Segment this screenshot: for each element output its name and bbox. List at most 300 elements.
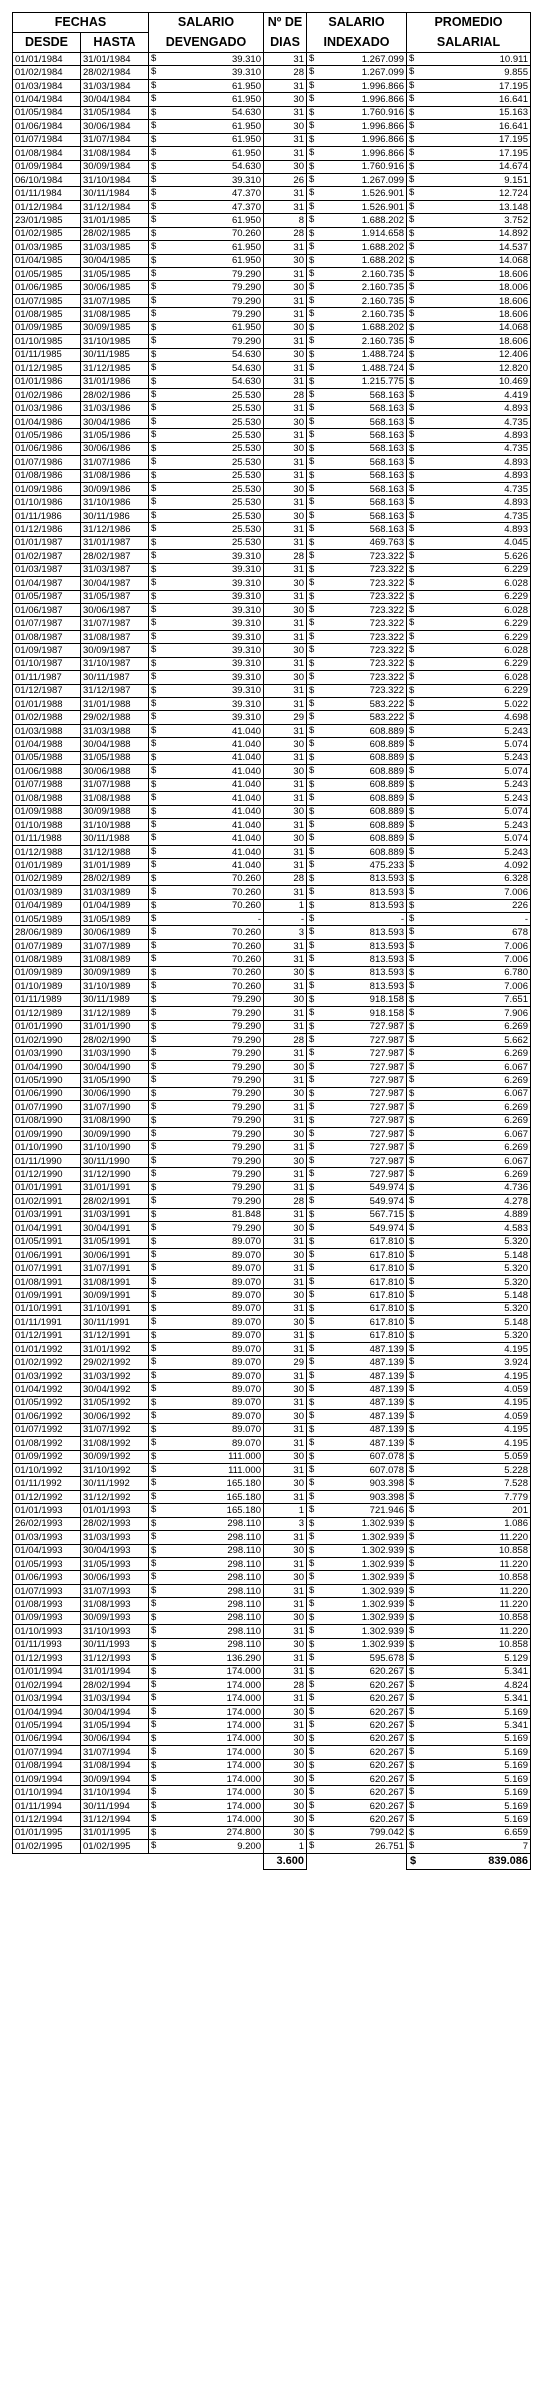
cell-promedio-salarial <box>407 415 531 428</box>
currency-symbol: $ <box>309 1087 315 1099</box>
cell-dias: 29 <box>264 711 307 724</box>
cell-promedio-salarial <box>407 1087 531 1100</box>
cell-promedio-salarial-value: 5.626 <box>504 550 528 562</box>
currency-symbol: $ <box>151 603 157 615</box>
cell-salario-devengado <box>149 1114 264 1127</box>
cell-promedio-salarial <box>407 1773 531 1786</box>
cell-salario-indexado <box>307 1275 407 1288</box>
cell-salario-indexado <box>307 550 407 563</box>
cell-salario-devengado <box>149 751 264 764</box>
cell-promedio-salarial-value: 5.320 <box>504 1330 528 1342</box>
cell-dias: 31 <box>264 1463 307 1476</box>
cell-dias: 30 <box>264 966 307 979</box>
cell-hasta: 31/10/1987 <box>81 657 149 670</box>
cell-salario-indexado-value: 469.763 <box>369 537 404 549</box>
currency-symbol: $ <box>151 939 157 951</box>
currency-symbol: $ <box>309 1410 315 1422</box>
cell-salario-devengado-value: 41.040 <box>231 725 261 737</box>
currency-symbol: $ <box>309 966 315 978</box>
cell-hasta: 31/03/1994 <box>81 1692 149 1705</box>
currency-symbol: $ <box>409 268 415 279</box>
cell-salario-devengado-value: 165.180 <box>226 1478 261 1490</box>
cell-salario-devengado-value: 89.070 <box>231 1410 261 1422</box>
cell-desde: 01/09/1985 <box>13 321 81 334</box>
currency-symbol: $ <box>151 1813 157 1825</box>
currency-symbol: $ <box>151 872 157 884</box>
cell-salario-indexado-value: 813.593 <box>369 980 404 992</box>
cell-desde: 01/01/1988 <box>13 698 81 711</box>
cell-salario-indexado-value: 620.267 <box>369 1787 404 1799</box>
cell-promedio-salarial-value: 10.469 <box>498 376 528 388</box>
cell-salario-devengado-value: 39.310 <box>231 712 261 724</box>
cell-salario-indexado-value: 1.302.939 <box>361 1612 404 1624</box>
cell-promedio-salarial <box>407 173 531 186</box>
cell-hasta: 30/04/1986 <box>81 415 149 428</box>
cell-dias: 31 <box>264 751 307 764</box>
cell-hasta: 31/03/1986 <box>81 402 149 415</box>
cell-salario-devengado-value: 111.000 <box>228 1464 261 1476</box>
currency-symbol: $ <box>309 79 315 91</box>
cell-dias: 28 <box>264 388 307 401</box>
cell-salario-devengado-value: 39.310 <box>231 618 261 630</box>
currency-symbol: $ <box>409 1759 415 1771</box>
currency-symbol: $ <box>151 1463 157 1475</box>
cell-salario-devengado <box>149 993 264 1006</box>
cell-salario-indexado <box>307 993 407 1006</box>
currency-symbol: $ <box>409 698 415 709</box>
cell-promedio-salarial <box>407 402 531 415</box>
cell-dias: 31 <box>264 335 307 348</box>
cell-promedio-salarial-value: 4.893 <box>504 429 528 441</box>
cell-promedio-salarial-value: 6.229 <box>504 685 528 697</box>
cell-desde: 01/06/1987 <box>13 603 81 616</box>
cell-dias: 31 <box>264 1168 307 1181</box>
cell-desde: 01/10/1994 <box>13 1786 81 1799</box>
cell-salario-indexado <box>307 173 407 186</box>
currency-symbol: $ <box>409 1275 415 1287</box>
cell-salario-devengado <box>149 1450 264 1463</box>
cell-dias: 1 <box>264 899 307 912</box>
cell-hasta: 31/12/1991 <box>81 1329 149 1342</box>
cell-dias: 30 <box>264 1705 307 1718</box>
currency-symbol: $ <box>309 1517 315 1529</box>
table-row <box>13 241 531 254</box>
currency-symbol: $ <box>309 1584 315 1596</box>
cell-salario-indexado <box>307 980 407 993</box>
cell-promedio-salarial <box>407 66 531 79</box>
cell-salario-indexado <box>307 1450 407 1463</box>
cell-salario-indexado <box>307 1033 407 1046</box>
cell-promedio-salarial-value: 14.537 <box>498 241 528 253</box>
cell-hasta: 31/10/1991 <box>81 1302 149 1315</box>
currency-symbol: $ <box>409 160 415 172</box>
currency-symbol: $ <box>409 1020 415 1032</box>
table-row <box>13 187 531 200</box>
cell-promedio-salarial <box>407 1450 531 1463</box>
currency-symbol: $ <box>409 711 415 723</box>
cell-desde: 01/04/1992 <box>13 1383 81 1396</box>
cell-salario-indexado <box>307 792 407 805</box>
cell-hasta: 31/08/1992 <box>81 1437 149 1450</box>
cell-desde: 01/03/1985 <box>13 241 81 254</box>
currency-symbol: $ <box>151 200 157 212</box>
cell-salario-devengado-value: 79.290 <box>231 1088 261 1100</box>
cell-dias: 30 <box>264 1746 307 1759</box>
cell-desde: 01/12/1991 <box>13 1329 81 1342</box>
cell-salario-devengado-value: 39.310 <box>231 644 261 656</box>
cell-salario-indexado <box>307 765 407 778</box>
cell-hasta: 30/06/1984 <box>81 120 149 133</box>
cell-salario-indexado <box>307 1154 407 1167</box>
cell-salario-devengado <box>149 1235 264 1248</box>
cell-promedio-salarial <box>407 1262 531 1275</box>
currency-symbol: $ <box>409 1611 415 1623</box>
cell-salario-indexado-value: 583.222 <box>369 698 404 710</box>
cell-salario-devengado-value: 79.290 <box>231 994 261 1006</box>
cell-hasta: 28/02/1985 <box>81 227 149 240</box>
cell-salario-devengado <box>149 1060 264 1073</box>
cell-desde: 01/02/1994 <box>13 1678 81 1691</box>
table-row <box>13 93 531 106</box>
cell-salario-indexado <box>307 1665 407 1678</box>
cell-hasta: 31/07/1990 <box>81 1101 149 1114</box>
cell-hasta: 31/03/1993 <box>81 1531 149 1544</box>
cell-dias: 31 <box>264 1719 307 1732</box>
currency-symbol: $ <box>151 335 157 347</box>
cell-salario-indexado <box>307 1558 407 1571</box>
table-row <box>13 402 531 415</box>
cell-promedio-salarial-value: 6.028 <box>504 671 528 683</box>
cell-salario-devengado-value: 39.310 <box>231 604 261 616</box>
currency-symbol: $ <box>309 1786 315 1798</box>
currency-symbol: $ <box>309 926 315 938</box>
currency-symbol: $ <box>151 563 157 575</box>
currency-symbol: $ <box>309 1558 315 1569</box>
cell-salario-indexado <box>307 523 407 536</box>
cell-salario-devengado <box>149 778 264 791</box>
table-row <box>13 1732 531 1745</box>
currency-symbol: $ <box>409 630 415 642</box>
currency-symbol: $ <box>409 1396 415 1408</box>
cell-promedio-salarial <box>407 321 531 334</box>
table-footer <box>13 1853 531 1869</box>
currency-symbol: $ <box>151 913 157 924</box>
cell-promedio-salarial <box>407 1343 531 1356</box>
currency-symbol: $ <box>151 227 157 239</box>
cell-salario-devengado <box>149 1625 264 1638</box>
cell-salario-indexado-value: 608.889 <box>369 806 404 818</box>
cell-dias: 31 <box>264 294 307 307</box>
currency-symbol: $ <box>409 590 415 602</box>
cell-salario-devengado <box>149 1356 264 1369</box>
currency-symbol: $ <box>409 832 415 844</box>
cell-hasta: 31/03/1987 <box>81 563 149 576</box>
currency-symbol: $ <box>151 1047 157 1059</box>
currency-symbol: $ <box>309 429 315 441</box>
currency-symbol: $ <box>309 1356 315 1368</box>
currency-symbol: $ <box>151 805 157 817</box>
cell-promedio-salarial-value: 5.059 <box>504 1451 528 1463</box>
cell-salario-indexado <box>307 402 407 415</box>
cell-salario-indexado-value: 1.760.916 <box>361 107 404 119</box>
cell-promedio-salarial <box>407 254 531 267</box>
cell-promedio-salarial-value: 5.074 <box>504 806 528 818</box>
currency-symbol: $ <box>309 1141 315 1153</box>
cell-salario-indexado-value: 620.267 <box>369 1773 404 1785</box>
cell-salario-indexado <box>307 1625 407 1638</box>
cell-hasta: 31/07/1994 <box>81 1746 149 1759</box>
currency-symbol: $ <box>151 1060 157 1072</box>
cell-salario-indexado-value: 1.996.866 <box>361 134 404 146</box>
cell-salario-indexado-value: 620.267 <box>369 1719 404 1731</box>
cell-desde: 01/11/1992 <box>13 1477 81 1490</box>
cell-promedio-salarial-value: 4.059 <box>504 1410 528 1422</box>
cell-promedio-salarial <box>407 227 531 240</box>
cell-hasta: 31/07/1984 <box>81 133 149 146</box>
cell-desde: 01/09/1986 <box>13 483 81 496</box>
cell-promedio-salarial-value: 4.893 <box>504 470 528 482</box>
cell-hasta: 31/03/1992 <box>81 1369 149 1382</box>
cell-promedio-salarial-value: 17.195 <box>498 80 528 92</box>
currency-symbol: $ <box>309 1383 315 1395</box>
currency-symbol: $ <box>309 1450 315 1462</box>
currency-symbol: $ <box>409 1168 415 1180</box>
cell-hasta: 30/04/1990 <box>81 1060 149 1073</box>
cell-salario-indexado <box>307 509 407 522</box>
table-row <box>13 1316 531 1329</box>
cell-dias: 31 <box>264 1490 307 1503</box>
currency-symbol: $ <box>151 496 157 508</box>
cell-hasta: 31/01/1990 <box>81 1020 149 1033</box>
cell-promedio-salarial-value: 7.906 <box>504 1007 528 1019</box>
table-row <box>13 268 531 281</box>
cell-salario-indexado <box>307 872 407 885</box>
cell-salario-devengado-value: 54.630 <box>231 362 261 374</box>
cell-salario-devengado-value: 165.180 <box>226 1491 261 1503</box>
currency-symbol: $ <box>309 227 315 239</box>
cell-salario-devengado-value: 25.530 <box>231 403 261 415</box>
currency-symbol: $ <box>309 818 315 830</box>
cell-salario-devengado-value: 89.070 <box>231 1276 261 1288</box>
cell-salario-devengado-value: 25.530 <box>231 456 261 468</box>
cell-salario-indexado <box>307 1813 407 1826</box>
currency-symbol: $ <box>309 308 315 320</box>
cell-hasta: 31/12/1987 <box>81 684 149 697</box>
currency-symbol: $ <box>309 1746 315 1758</box>
cell-promedio-salarial <box>407 1154 531 1167</box>
table-row <box>13 1477 531 1490</box>
cell-salario-devengado-value: 298.110 <box>227 1531 261 1543</box>
currency-symbol: $ <box>409 1490 415 1502</box>
cell-dias: 30 <box>264 765 307 778</box>
currency-symbol: $ <box>409 1692 415 1704</box>
table-row <box>13 913 531 926</box>
cell-salario-devengado-value: 79.290 <box>231 1021 261 1033</box>
cell-salario-devengado <box>149 577 264 590</box>
cell-salario-indexado <box>307 53 407 66</box>
cell-salario-indexado <box>307 698 407 711</box>
cell-salario-devengado <box>149 603 264 616</box>
cell-salario-indexado <box>307 200 407 213</box>
currency-symbol: $ <box>151 644 157 656</box>
header-salario-indexado-1: SALARIO <box>307 13 407 33</box>
cell-salario-indexado <box>307 1786 407 1799</box>
cell-salario-devengado <box>149 1558 264 1571</box>
cell-salario-devengado-value: 298.110 <box>227 1518 261 1530</box>
cell-promedio-salarial-value: 6.328 <box>504 873 528 885</box>
cell-salario-devengado-value: 41.040 <box>231 806 261 818</box>
cell-desde: 01/08/1984 <box>13 147 81 160</box>
cell-promedio-salarial-value: 6.269 <box>504 1101 528 1113</box>
cell-salario-devengado <box>149 671 264 684</box>
cell-salario-indexado-value: 607.078 <box>369 1451 404 1463</box>
cell-salario-indexado-value: 487.139 <box>369 1410 404 1422</box>
cell-promedio-salarial-value: 6.229 <box>504 564 528 576</box>
cell-salario-devengado-value: 79.290 <box>231 1048 261 1060</box>
cell-desde: 01/01/1989 <box>13 859 81 872</box>
cell-dias: 30 <box>264 1289 307 1302</box>
cell-desde: 01/08/1993 <box>13 1598 81 1611</box>
cell-promedio-salarial-value: 6.269 <box>504 1142 528 1154</box>
cell-desde: 01/11/1993 <box>13 1638 81 1651</box>
cell-salario-indexado-value: 2.160.735 <box>361 295 404 307</box>
cell-salario-indexado-value: 813.593 <box>369 873 404 885</box>
cell-dias: 31 <box>264 1423 307 1436</box>
cell-salario-devengado-value: 25.530 <box>231 524 261 536</box>
table-row <box>13 1275 531 1288</box>
cell-promedio-salarial <box>407 1531 531 1544</box>
cell-desde: 01/10/1988 <box>13 818 81 831</box>
cell-promedio-salarial-value: 4.735 <box>504 483 528 495</box>
currency-symbol: $ <box>151 294 157 306</box>
cell-dias: 30 <box>264 1060 307 1073</box>
cell-salario-indexado-value: 568.163 <box>369 510 404 522</box>
currency-symbol: $ <box>151 523 157 535</box>
currency-symbol: $ <box>309 1033 315 1045</box>
cell-dias: 26 <box>264 173 307 186</box>
cell-promedio-salarial-value: 5.243 <box>504 779 528 791</box>
cell-promedio-salarial <box>407 778 531 791</box>
currency-symbol: $ <box>409 469 415 481</box>
cell-hasta: 31/01/1994 <box>81 1665 149 1678</box>
cell-salario-indexado-value: 1.996.866 <box>361 94 404 106</box>
currency-symbol: $ <box>309 1235 315 1247</box>
cell-promedio-salarial-value: 13.148 <box>498 201 528 213</box>
cell-salario-indexado <box>307 456 407 469</box>
cell-salario-devengado-value: 54.630 <box>231 161 261 173</box>
table-row <box>13 120 531 133</box>
cell-salario-devengado <box>149 147 264 160</box>
currency-symbol: $ <box>409 657 415 669</box>
currency-symbol: $ <box>409 241 415 253</box>
currency-symbol: $ <box>151 859 157 871</box>
currency-symbol: $ <box>409 1208 415 1220</box>
table-row <box>13 388 531 401</box>
cell-salario-indexado-value: 1.267.099 <box>361 67 404 79</box>
cell-salario-indexado <box>307 1611 407 1624</box>
cell-promedio-salarial-value: 6.229 <box>504 658 528 670</box>
currency-symbol: $ <box>409 227 415 239</box>
currency-symbol: $ <box>151 1168 157 1180</box>
cell-salario-devengado <box>149 1517 264 1530</box>
cell-salario-devengado <box>149 657 264 670</box>
cell-promedio-salarial <box>407 1141 531 1154</box>
cell-salario-devengado <box>149 1598 264 1611</box>
cell-salario-indexado <box>307 483 407 496</box>
cell-promedio-salarial-value: 11.220 <box>499 1625 528 1637</box>
currency-symbol: $ <box>309 1329 315 1341</box>
cell-promedio-salarial <box>407 375 531 388</box>
cell-desde: 01/02/1985 <box>13 227 81 240</box>
cell-dias: 31 <box>264 684 307 697</box>
cell-salario-devengado-value: 89.070 <box>231 1289 261 1301</box>
cell-promedio-salarial <box>407 953 531 966</box>
cell-desde: 01/08/1991 <box>13 1275 81 1288</box>
cell-salario-devengado <box>149 1195 264 1208</box>
cell-salario-devengado-value: 174.000 <box>226 1800 261 1812</box>
cell-salario-indexado-value: 1.302.939 <box>361 1599 404 1611</box>
cell-promedio-salarial <box>407 1289 531 1302</box>
cell-salario-indexado-value: 727.987 <box>369 1034 404 1046</box>
table-row <box>13 966 531 979</box>
cell-dias: 31 <box>264 187 307 200</box>
currency-symbol: $ <box>309 859 315 871</box>
cell-desde: 01/01/1984 <box>13 53 81 66</box>
cell-salario-devengado <box>149 415 264 428</box>
cell-salario-devengado <box>149 630 264 643</box>
table-row <box>13 845 531 858</box>
cell-promedio-salarial-value: 17.195 <box>498 147 528 159</box>
currency-symbol: $ <box>309 335 315 347</box>
cell-salario-indexado <box>307 778 407 791</box>
cell-salario-indexado-value: 607.078 <box>369 1464 404 1476</box>
table-row <box>13 496 531 509</box>
currency-symbol: $ <box>409 496 415 508</box>
cell-hasta: 31/05/1987 <box>81 590 149 603</box>
currency-symbol: $ <box>409 1450 415 1462</box>
currency-symbol: $ <box>309 1181 315 1193</box>
currency-symbol: $ <box>309 1060 315 1072</box>
cell-salario-devengado-value: 25.530 <box>231 443 261 455</box>
cell-salario-indexado <box>307 1826 407 1839</box>
cell-salario-indexado <box>307 241 407 254</box>
cell-salario-devengado-value: 70.260 <box>231 954 261 966</box>
cell-dias: 31 <box>264 657 307 670</box>
currency-symbol: $ <box>151 536 157 548</box>
cell-desde: 01/07/1990 <box>13 1101 81 1114</box>
cell-salario-devengado <box>149 1101 264 1114</box>
table-row <box>13 79 531 92</box>
cell-promedio-salarial-value: 6.269 <box>504 1115 528 1127</box>
currency-symbol: $ <box>309 214 315 226</box>
cell-promedio-salarial-value: 6.067 <box>504 1155 528 1167</box>
cell-salario-devengado-value: 79.290 <box>231 1101 261 1113</box>
table-row <box>13 469 531 482</box>
currency-symbol: $ <box>409 429 415 441</box>
total-promedio <box>407 1853 531 1869</box>
cell-salario-indexado-value: 1.996.866 <box>361 120 404 132</box>
cell-salario-devengado-value: 298.110 <box>227 1545 261 1557</box>
cell-promedio-salarial <box>407 483 531 496</box>
cell-dias: 30 <box>264 348 307 361</box>
cell-dias: 31 <box>264 1396 307 1409</box>
table-row <box>13 214 531 227</box>
cell-hasta: 30/11/1992 <box>81 1477 149 1490</box>
cell-dias: 31 <box>264 308 307 321</box>
table-row <box>13 1060 531 1073</box>
currency-symbol: $ <box>309 832 315 844</box>
cell-dias: 29 <box>264 1356 307 1369</box>
